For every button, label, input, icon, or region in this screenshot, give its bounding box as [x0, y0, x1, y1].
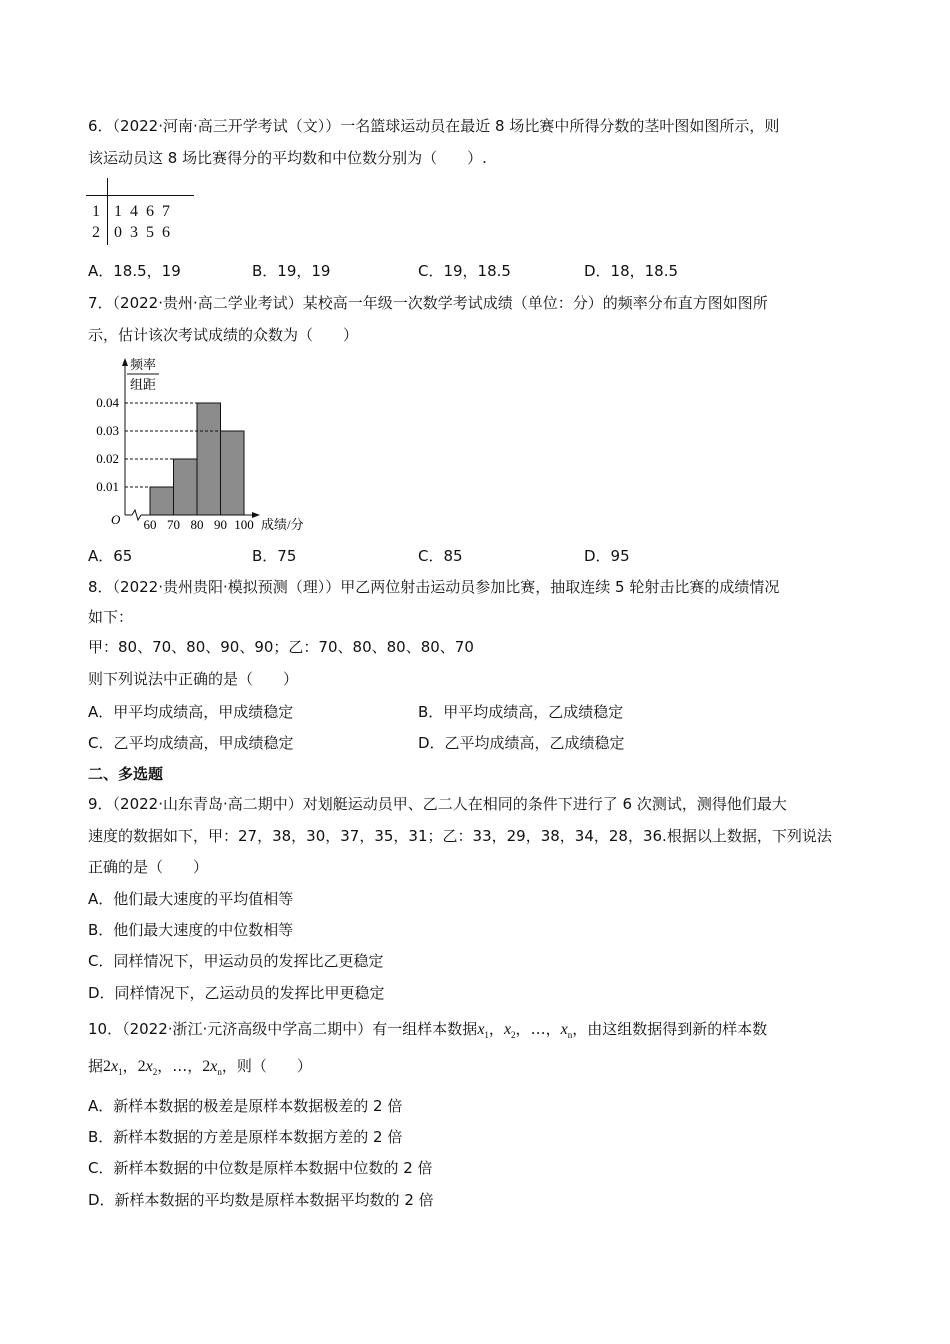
x-tick-label: 100: [234, 517, 254, 532]
sep: ，: [122, 1057, 138, 1075]
stem-leaf-vertical-line: [107, 178, 108, 245]
stem-2: 2: [92, 224, 100, 241]
math-x2: $x_2$: [503, 1021, 516, 1041]
math-2x2: $2x_2$: [137, 1058, 158, 1078]
ellipsis: …: [172, 1057, 188, 1075]
math-2xn: $2x_n$: [202, 1058, 222, 1078]
y-tick-label: 0.02: [96, 451, 119, 466]
sep: ，: [515, 1020, 531, 1038]
q10-option-d: D．新样本数据的平均数是原样本数据平均数的 2 倍: [88, 1191, 434, 1209]
histogram-bar: [197, 403, 221, 515]
q6-text-line1: 6．（2022·河南·高三开学考试（文））一名篮球运动员在最近 8 场比赛中所得分数的茎叶图如图所示，则: [88, 117, 780, 135]
x-tick-label: 80: [190, 517, 204, 532]
q10-line1-suffix: ，由这组数据得到新的样本数: [572, 1020, 768, 1038]
histogram-bar: [221, 431, 245, 515]
y-tick-label: 0.03: [96, 423, 119, 438]
y-axis-arrow: [122, 358, 128, 366]
x-tick-label: 70: [167, 517, 180, 532]
x-tick-label: 60: [143, 517, 157, 532]
sep: ，: [187, 1057, 203, 1075]
q9-text-line1: 9．（2022·山东青岛·高二期中）对划艇运动员甲、乙二人在相同的条件下进行了 6 次测试，测得他们最大: [88, 795, 787, 813]
sep: ，: [488, 1020, 504, 1038]
q9-option-a: A．他们最大速度的平均值相等: [88, 890, 294, 908]
q8-option-c: C．乙平均成绩高，甲成绩稳定: [88, 734, 294, 752]
stem-leaf-horizontal-line: [86, 195, 194, 196]
q7-option-a: A．65: [88, 547, 133, 565]
histogram-bar: [150, 487, 174, 515]
math-x1: $x_1$: [477, 1021, 489, 1041]
q8-text-line1: 8．（2022·贵州贵阳·模拟预测（理））甲乙两位射击运动员参加比赛，抽取连续 5 轮射击比赛的成绩情况: [88, 578, 780, 596]
q8-option-d: D．乙平均成绩高，乙成绩稳定: [418, 734, 625, 752]
q7-option-b: B．75: [252, 547, 297, 565]
y-tick-label: 0.04: [96, 395, 119, 410]
q9-option-b: B．他们最大速度的中位数相等: [88, 921, 294, 939]
q8-option-b: B．甲平均成绩高，乙成绩稳定: [418, 703, 624, 721]
q10-line1-prefix: 10．（2022·浙江·元济高级中学高二期中）有一组样本数据: [88, 1020, 478, 1038]
sep: ，: [545, 1020, 561, 1038]
q7-option-c: C．85: [418, 547, 463, 565]
y-tick-label: 0.01: [96, 479, 119, 494]
q10-text-line1: [88, 1019, 767, 1045]
q8-text-line2: 如下：: [88, 608, 134, 626]
stem-leaf-plot: [86, 178, 196, 248]
histogram-bar: [174, 459, 198, 515]
q10-text-line2: [88, 1056, 312, 1082]
origin-label: O: [111, 512, 121, 527]
x-axis-break: [132, 510, 141, 520]
ylabel-top: 频率: [129, 357, 157, 372]
q6-text-line2: 该运动员这 8 场比赛得分的平均数和中位数分别为（ ）.: [88, 149, 487, 167]
leaves-1: 1 4 6 7: [114, 203, 170, 220]
q10-line2-prefix: 据: [88, 1057, 104, 1075]
math-xn: $x_n$: [560, 1021, 573, 1041]
q6-option-a: A．18.5，19: [88, 262, 181, 280]
x-tick-label: 90: [214, 517, 227, 532]
q7-text-line2: 示，估计该次考试成绩的众数为（ ）: [88, 326, 359, 344]
sep: ，: [157, 1057, 173, 1075]
q6-option-c: C．19，18.5: [418, 262, 511, 280]
math-2x1: $2x_1$: [103, 1058, 123, 1078]
stem-1: 1: [92, 203, 100, 220]
frequency-histogram: [80, 352, 330, 537]
q7-text-line1: 7．（2022·贵州·高二学业考试）某校高一年级一次数学考试成绩（单位：分）的频率分布直方图如图所: [88, 294, 768, 312]
section-heading-multiple-choice: 二、多选题: [88, 765, 164, 783]
q9-option-c: C．同样情况下，甲运动员的发挥比乙更稳定: [88, 952, 384, 970]
ylabel-bottom: 组距: [129, 377, 157, 392]
xlabel: 成绩/分: [261, 517, 304, 532]
q9-text-line2: 速度的数据如下，甲：27，38，30，37，35，31；乙：33，29，38，34，28，36.根据以上数据，下列说法: [88, 827, 832, 845]
q9-option-d: D．同样情况下，乙运动员的发挥比甲更稳定: [88, 984, 385, 1002]
q10-line2-suffix: ，则（ ）: [221, 1057, 312, 1075]
q6-option-d: D．18，18.5: [584, 262, 679, 280]
q6-option-b: B．19，19: [252, 262, 331, 280]
q10-option-a: A．新样本数据的极差是原样本数据极差的 2 倍: [88, 1097, 403, 1115]
q7-option-d: D．95: [584, 547, 630, 565]
q8-text-line3: 甲：80、70、80、90、90；乙：70、80、80、80、70: [88, 638, 474, 656]
q10-option-b: B．新样本数据的方差是原样本数据方差的 2 倍: [88, 1128, 403, 1146]
leaves-2: 0 3 5 6: [114, 224, 170, 241]
q9-text-line3: 正确的是（ ）: [88, 858, 209, 876]
ellipsis: …: [530, 1020, 546, 1038]
q8-option-a: A．甲平均成绩高，甲成绩稳定: [88, 703, 294, 721]
q8-text-line4: 则下列说法中正确的是（ ）: [88, 670, 299, 688]
q10-option-c: C．新样本数据的中位数是原样本数据中位数的 2 倍: [88, 1159, 433, 1177]
